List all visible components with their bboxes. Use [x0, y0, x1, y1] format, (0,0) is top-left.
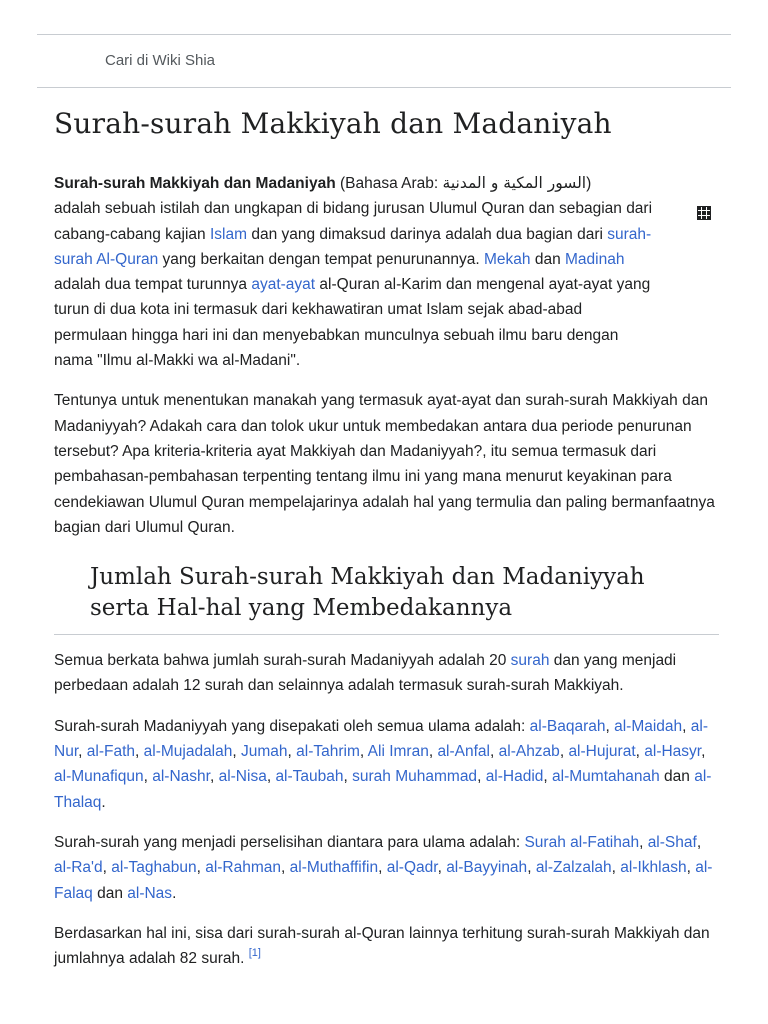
- link-islam[interactable]: Islam: [209, 225, 248, 243]
- link-surah-name[interactable]: al-Maidah: [614, 717, 683, 735]
- link-surah-name[interactable]: al-Muthaffifin: [289, 859, 379, 877]
- link-surah-name[interactable]: surah Muhammad: [352, 768, 478, 786]
- link-surah-name[interactable]: Jumah: [241, 743, 288, 761]
- link-surah-name[interactable]: al-Taghabun: [111, 859, 197, 877]
- link-surah-name[interactable]: al-Falaq: [54, 859, 713, 902]
- page-title: Surah-surah Makkiyah dan Madaniyah: [54, 107, 612, 140]
- link-surah-name[interactable]: al-Bayyinah: [446, 859, 528, 877]
- paragraph-3: Semua berkata bahwa jumlah surah-surah Madaniyyah adalah 20 surah dan yang menjadi perbedaan adalah 12 surah dan selainnya adalah termasuk surah-surah Makkiyah.: [54, 652, 677, 695]
- link-surah-name[interactable]: al-Nisa: [218, 768, 267, 786]
- intro-paragraph: Surah-surah Makkiyah dan Madaniyah (Bahasa Arab: السور المكية و المدنية) adalah sebuah istilah dan ungkapan di bidang jurusan Ulumul Quran dan sebagian dari cabang-cabang kajian Islam dan yang dimaksud darinya adalah dua bagian dari surah-surah Al-Quran yang berkaitan dengan tempat penurunannya. Mekah dan Madinah adalah dua tempat turunnya ayat-ayat al-Quran al-Karim dan mengenal ayat-ayat yang turun di dua kota ini termasuk dari kekhawatiran umat Islam sejak abad-abad permulaan hingga hari ini dan menyebabkan munculnya sebuah ilmu baru dengan nama "Ilmu al-Makki wa al-Madani".: [54, 174, 653, 370]
- reference-link[interactable]: [1]: [248, 947, 261, 960]
- link-surah-name[interactable]: al-Shaf: [647, 833, 697, 851]
- link-surah-name[interactable]: al-Baqarah: [529, 717, 606, 735]
- article-content: [54, 171, 719, 971]
- search-bar[interactable]: [37, 34, 731, 88]
- link-surah-name[interactable]: al-Hasyr: [644, 743, 702, 761]
- link-surah-name[interactable]: al-Ra'd: [54, 859, 103, 877]
- link-mekah[interactable]: Mekah: [484, 250, 531, 268]
- link-surah-name[interactable]: al-Rahman: [205, 859, 282, 877]
- link-madinah[interactable]: Madinah: [565, 250, 625, 268]
- section-heading: Jumlah Surah-surah Makkiyah dan Madaniyyah serta Hal-hal yang Membedakannya: [54, 562, 719, 635]
- link-surah-name[interactable]: al-Mumtahanah: [552, 768, 660, 786]
- link-ayat[interactable]: ayat-ayat: [251, 276, 316, 294]
- link-surah-name[interactable]: al-Hujurat: [568, 743, 636, 761]
- link-surah[interactable]: surah: [510, 652, 550, 670]
- paragraph-2: Tentunya untuk menentukan manakah yang termasuk ayat-ayat dan surah-surah Makkiyah dan Madaniyyah? Adakah cara dan tolok ukur untuk membedakan antara dua periode penurunan tersebut? Apa kriteria-kriteria ayat Makkiyah dan Madaniyyah?, itu semua termasuk dari pembahasan-pembahasan terpenting tentang ilmu ini yang mana menurut keyakinan para cendekiawan Ulumul Quran mempelajarinya adalah hal yang termulia dan paling bermanfaatnya bagian dari Ulumul Quran.: [54, 392, 715, 536]
- link-surah-quran[interactable]: surah-surah Al-Quran: [54, 225, 652, 268]
- link-surah-name[interactable]: Ali Imran: [367, 743, 429, 761]
- link-surah-name[interactable]: al-Taubah: [275, 768, 344, 786]
- link-surah-name[interactable]: al-Thalaq: [54, 768, 712, 811]
- link-surah-name[interactable]: Surah al-Fatihah: [524, 833, 640, 851]
- link-surah-name[interactable]: al-Zalzalah: [535, 859, 612, 877]
- link-surah-name[interactable]: al-Munafiqun: [54, 768, 144, 786]
- paragraph-5: Surah-surah yang menjadi perselisihan diantara para ulama adalah: Surah al-Fatihah, al-Shaf, al-Ra'd, al-Taghabun, al-Rahman, al-Muthaffifin, al-Qadr, al-Bayyinah, al-Zalzalah, al-Ikhlash, al-Falaq dan al-Nas.: [54, 833, 713, 902]
- paragraph-6: Berdasarkan hal ini, sisa dari surah-surah al-Quran lainnya terhitung surah-surah Makkiyah dan jumlahnya adalah 82 surah. [1]: [54, 924, 710, 968]
- link-surah-name[interactable]: al-Nashr: [152, 768, 210, 786]
- link-surah-name[interactable]: al-Hadid: [485, 768, 544, 786]
- link-surah-name[interactable]: al-Ikhlash: [620, 859, 687, 877]
- link-surah-name[interactable]: al-Fath: [86, 743, 135, 761]
- link-surah-name[interactable]: al-Nas: [127, 884, 173, 902]
- link-surah-name[interactable]: al-Anfal: [437, 743, 490, 761]
- link-surah-name[interactable]: al-Nur: [54, 717, 709, 761]
- link-surah-name[interactable]: al-Mujadalah: [143, 743, 233, 761]
- link-surah-name[interactable]: al-Ahzab: [498, 743, 560, 761]
- arabic-term: السور المكية و المدنية: [442, 174, 587, 192]
- paragraph-4: Surah-surah Madaniyyah yang disepakati oleh semua ulama adalah: al-Baqarah, al-Maidah, al-Nur, al-Fath, al-Mujadalah, Jumah, al-Tahrim, Ali Imran, al-Anfal, al-Ahzab, al-Hujurat, al-Hasyr, al-Munafiqun, al-Nashr, al-Nisa, al-Taubah, surah Muhammad, al-Hadid, al-Mumtahanah dan al-Thalaq.: [54, 717, 712, 811]
- intro-bold: Surah-surah Makkiyah dan Madaniyah: [54, 175, 336, 192]
- link-surah-name[interactable]: al-Qadr: [386, 859, 438, 877]
- link-surah-name[interactable]: al-Tahrim: [296, 743, 360, 761]
- search-label[interactable]: Cari di Wiki Shia: [105, 52, 216, 69]
